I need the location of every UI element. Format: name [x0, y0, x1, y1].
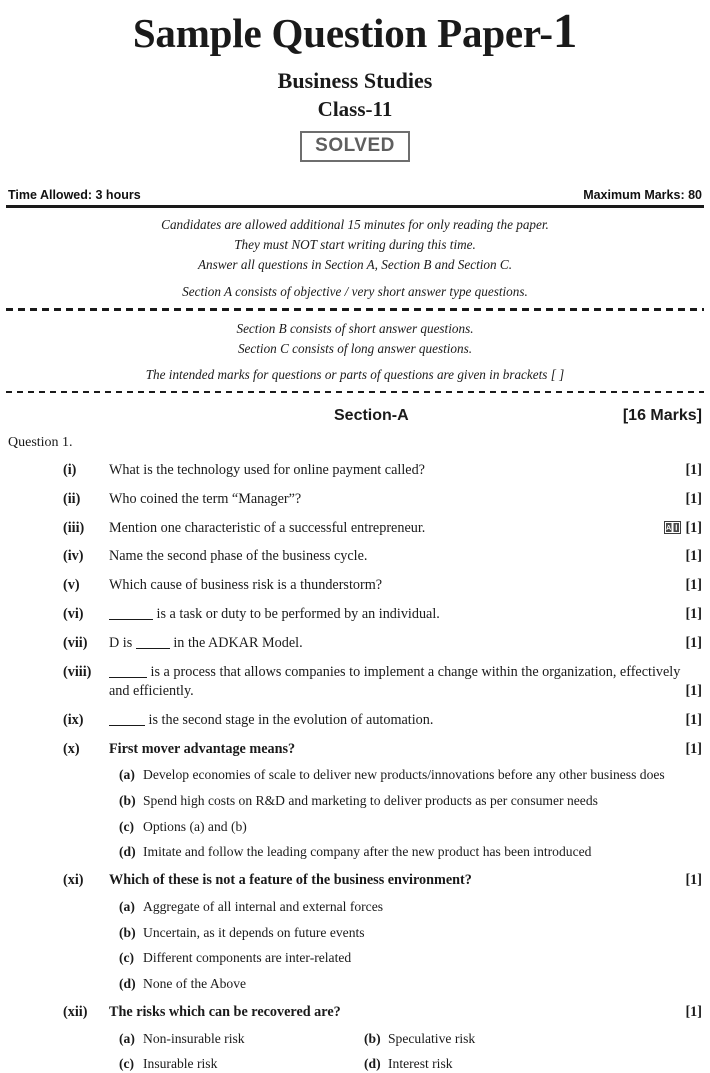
dashed-divider-upper [6, 308, 704, 312]
option-item[interactable] [119, 1055, 364, 1073]
question-item [6, 547, 704, 566]
question-marks: [1] [685, 490, 702, 507]
option-item[interactable] [6, 843, 704, 861]
option-label: (b) [364, 1030, 381, 1046]
instruction-line: Candidates are allowed additional 15 minutes for only reading the paper. [161, 217, 549, 233]
question-roman-numeral: (v) [63, 577, 80, 594]
question-text: Which of these is not a feature of the business environment? [109, 872, 472, 889]
question-roman-numeral: (viii) [63, 663, 92, 680]
instruction-line: Section C consists of long answer questions. [237, 340, 473, 356]
option-row [6, 1030, 704, 1048]
fill-blank [109, 609, 153, 620]
question-marks: [1] [685, 548, 702, 565]
question-marks: [1] [685, 872, 702, 889]
question-text [109, 663, 685, 701]
question-item [6, 1003, 704, 1022]
question-list [6, 461, 704, 1073]
option-item[interactable] [6, 766, 704, 784]
option-label: (c) [119, 950, 135, 966]
question-text-tail: in the ADKAR Model. [169, 635, 303, 652]
svg-text:A: A [666, 524, 672, 532]
option-item[interactable] [6, 792, 704, 810]
option-label: (d) [119, 844, 136, 860]
question-text [109, 711, 685, 730]
option-label: (d) [119, 975, 136, 991]
page-title [6, 3, 704, 58]
question-roman-numeral: (xi) [63, 872, 84, 889]
question-text [109, 605, 685, 624]
question-roman-numeral: (xii) [63, 1003, 88, 1020]
instruction-line: They must NOT start writing during this time. [234, 237, 476, 253]
option-text: Imitate and follow the leading company after the new product has been introduced [143, 844, 592, 860]
instruction-line: Answer all questions in Section A, Section B and Section C. [197, 257, 513, 273]
question-text: Who coined the term “Manager”? [109, 490, 302, 507]
option-item[interactable] [364, 1030, 609, 1048]
option-label: (b) [119, 793, 136, 809]
question-marks-text: [1] [685, 519, 702, 536]
question-marks: [1] [685, 606, 702, 623]
question-item [6, 576, 704, 595]
question-roman-numeral: (iii) [63, 519, 85, 536]
question-text: First mover advantage means? [109, 740, 296, 757]
instructions-block-lower [6, 319, 704, 385]
option-text: None of the Above [143, 975, 247, 991]
instructions-block [6, 215, 704, 301]
question-item [6, 663, 704, 701]
option-text: Non-insurable risk [143, 1030, 245, 1046]
question-item [6, 634, 704, 653]
section-title: Section-A [334, 406, 409, 424]
option-item[interactable] [6, 898, 704, 916]
question-marks: [1] [685, 711, 702, 728]
open-book-icon [664, 521, 681, 534]
section-marks: [16 Marks] [622, 406, 702, 424]
question-text: What is the technology used for online payment called? [109, 461, 425, 478]
fill-blank [109, 715, 145, 726]
question-marks: [1] [685, 461, 702, 478]
question-marks: [1] [685, 740, 702, 757]
question-text: Mention one characteristic of a successful entrepreneur. [109, 519, 426, 536]
question-roman-numeral: (vi) [63, 606, 84, 623]
option-label: (d) [364, 1056, 381, 1072]
question-marks: [1] [685, 577, 702, 594]
option-label: (c) [119, 1056, 135, 1072]
option-text: Different components are inter-related [143, 950, 352, 966]
instruction-line-section-a: Section A consists of objective / very short answer type questions. [182, 283, 528, 299]
question-text [109, 634, 685, 653]
fill-blank [136, 638, 170, 649]
question-roman-numeral: (ii) [63, 490, 81, 507]
question-item [6, 711, 704, 730]
option-text: Options (a) and (b) [143, 818, 247, 834]
option-row [6, 1055, 704, 1073]
question-text-tail: is the second stage in the evolution of automation. [145, 711, 434, 728]
question-text-head: D is [109, 635, 136, 652]
section-header [6, 407, 704, 425]
option-item[interactable] [6, 924, 704, 942]
paper-number: 1 [552, 3, 578, 58]
question-number-label: Question 1. [8, 434, 73, 450]
option-text: Spend high costs on R&D and marketing to deliver products as per consumer needs [143, 793, 598, 809]
option-text: Develop economies of scale to deliver new products/innovations before any other business does [143, 767, 665, 783]
option-label: (a) [119, 1030, 135, 1046]
question-item [6, 490, 704, 509]
option-list [6, 898, 704, 993]
question-item [6, 605, 704, 624]
question-text: Which cause of business risk is a thunderstorm? [109, 577, 383, 594]
time-allowed-label: Time Allowed: 3 hours [8, 188, 141, 203]
question-item [6, 461, 704, 480]
question-roman-numeral: (iv) [63, 548, 84, 565]
page-title-text: Sample Question Paper- [132, 10, 553, 56]
option-text: Aggregate of all internal and external forces [143, 898, 384, 914]
option-item[interactable] [6, 949, 704, 967]
instruction-line-brackets: The intended marks for questions or parts of questions are given in brackets [ ] [145, 366, 565, 382]
option-label: (b) [119, 924, 136, 940]
question-roman-numeral: (i) [63, 461, 77, 478]
instruction-line: Section B consists of short answer questions. [236, 320, 474, 336]
option-text: Insurable risk [143, 1056, 218, 1072]
title-block [6, 0, 704, 162]
option-item[interactable] [119, 1030, 364, 1048]
option-item[interactable] [6, 818, 704, 836]
class-title: Class-11 [317, 97, 393, 122]
solved-badge-wrap [6, 131, 704, 162]
option-text: Speculative risk [388, 1030, 476, 1046]
question-roman-numeral: (x) [63, 740, 80, 757]
question-marks [664, 519, 702, 538]
option-list [6, 1030, 704, 1073]
option-list [6, 766, 704, 861]
question-roman-numeral: (ix) [63, 711, 84, 728]
question-text: The risks which can be recovered are? [109, 1003, 341, 1020]
question-item [6, 871, 704, 890]
option-text: Interest risk [388, 1056, 453, 1072]
question-item [6, 519, 704, 538]
question-marks: [1] [685, 635, 702, 652]
option-text: Uncertain, as it depends on future events [143, 924, 365, 940]
question-text-tail: is a process that allows companies to implement a change within the organization, effectively and efficiently. [109, 663, 681, 699]
option-item[interactable] [364, 1055, 609, 1073]
question-marks: [1] [685, 682, 702, 699]
question-text: Name the second phase of the business cycle. [109, 548, 368, 565]
option-item[interactable] [6, 975, 704, 993]
question-marks: [1] [685, 1003, 702, 1020]
fill-blank [109, 667, 147, 678]
option-label: (a) [119, 898, 135, 914]
maximum-marks-label: Maximum Marks: 80 [583, 188, 702, 203]
option-label: (a) [119, 767, 135, 783]
dashed-divider-lower [6, 391, 704, 395]
option-label: (c) [119, 818, 135, 834]
question-item [6, 740, 704, 759]
exam-meta-row [6, 188, 704, 202]
header-divider [6, 205, 704, 208]
question-roman-numeral: (vii) [63, 635, 88, 652]
subject-title: Business Studies [277, 67, 433, 93]
status-badge: SOLVED [300, 131, 410, 162]
question-text-tail: is a task or duty to be performed by an individual. [153, 606, 440, 623]
